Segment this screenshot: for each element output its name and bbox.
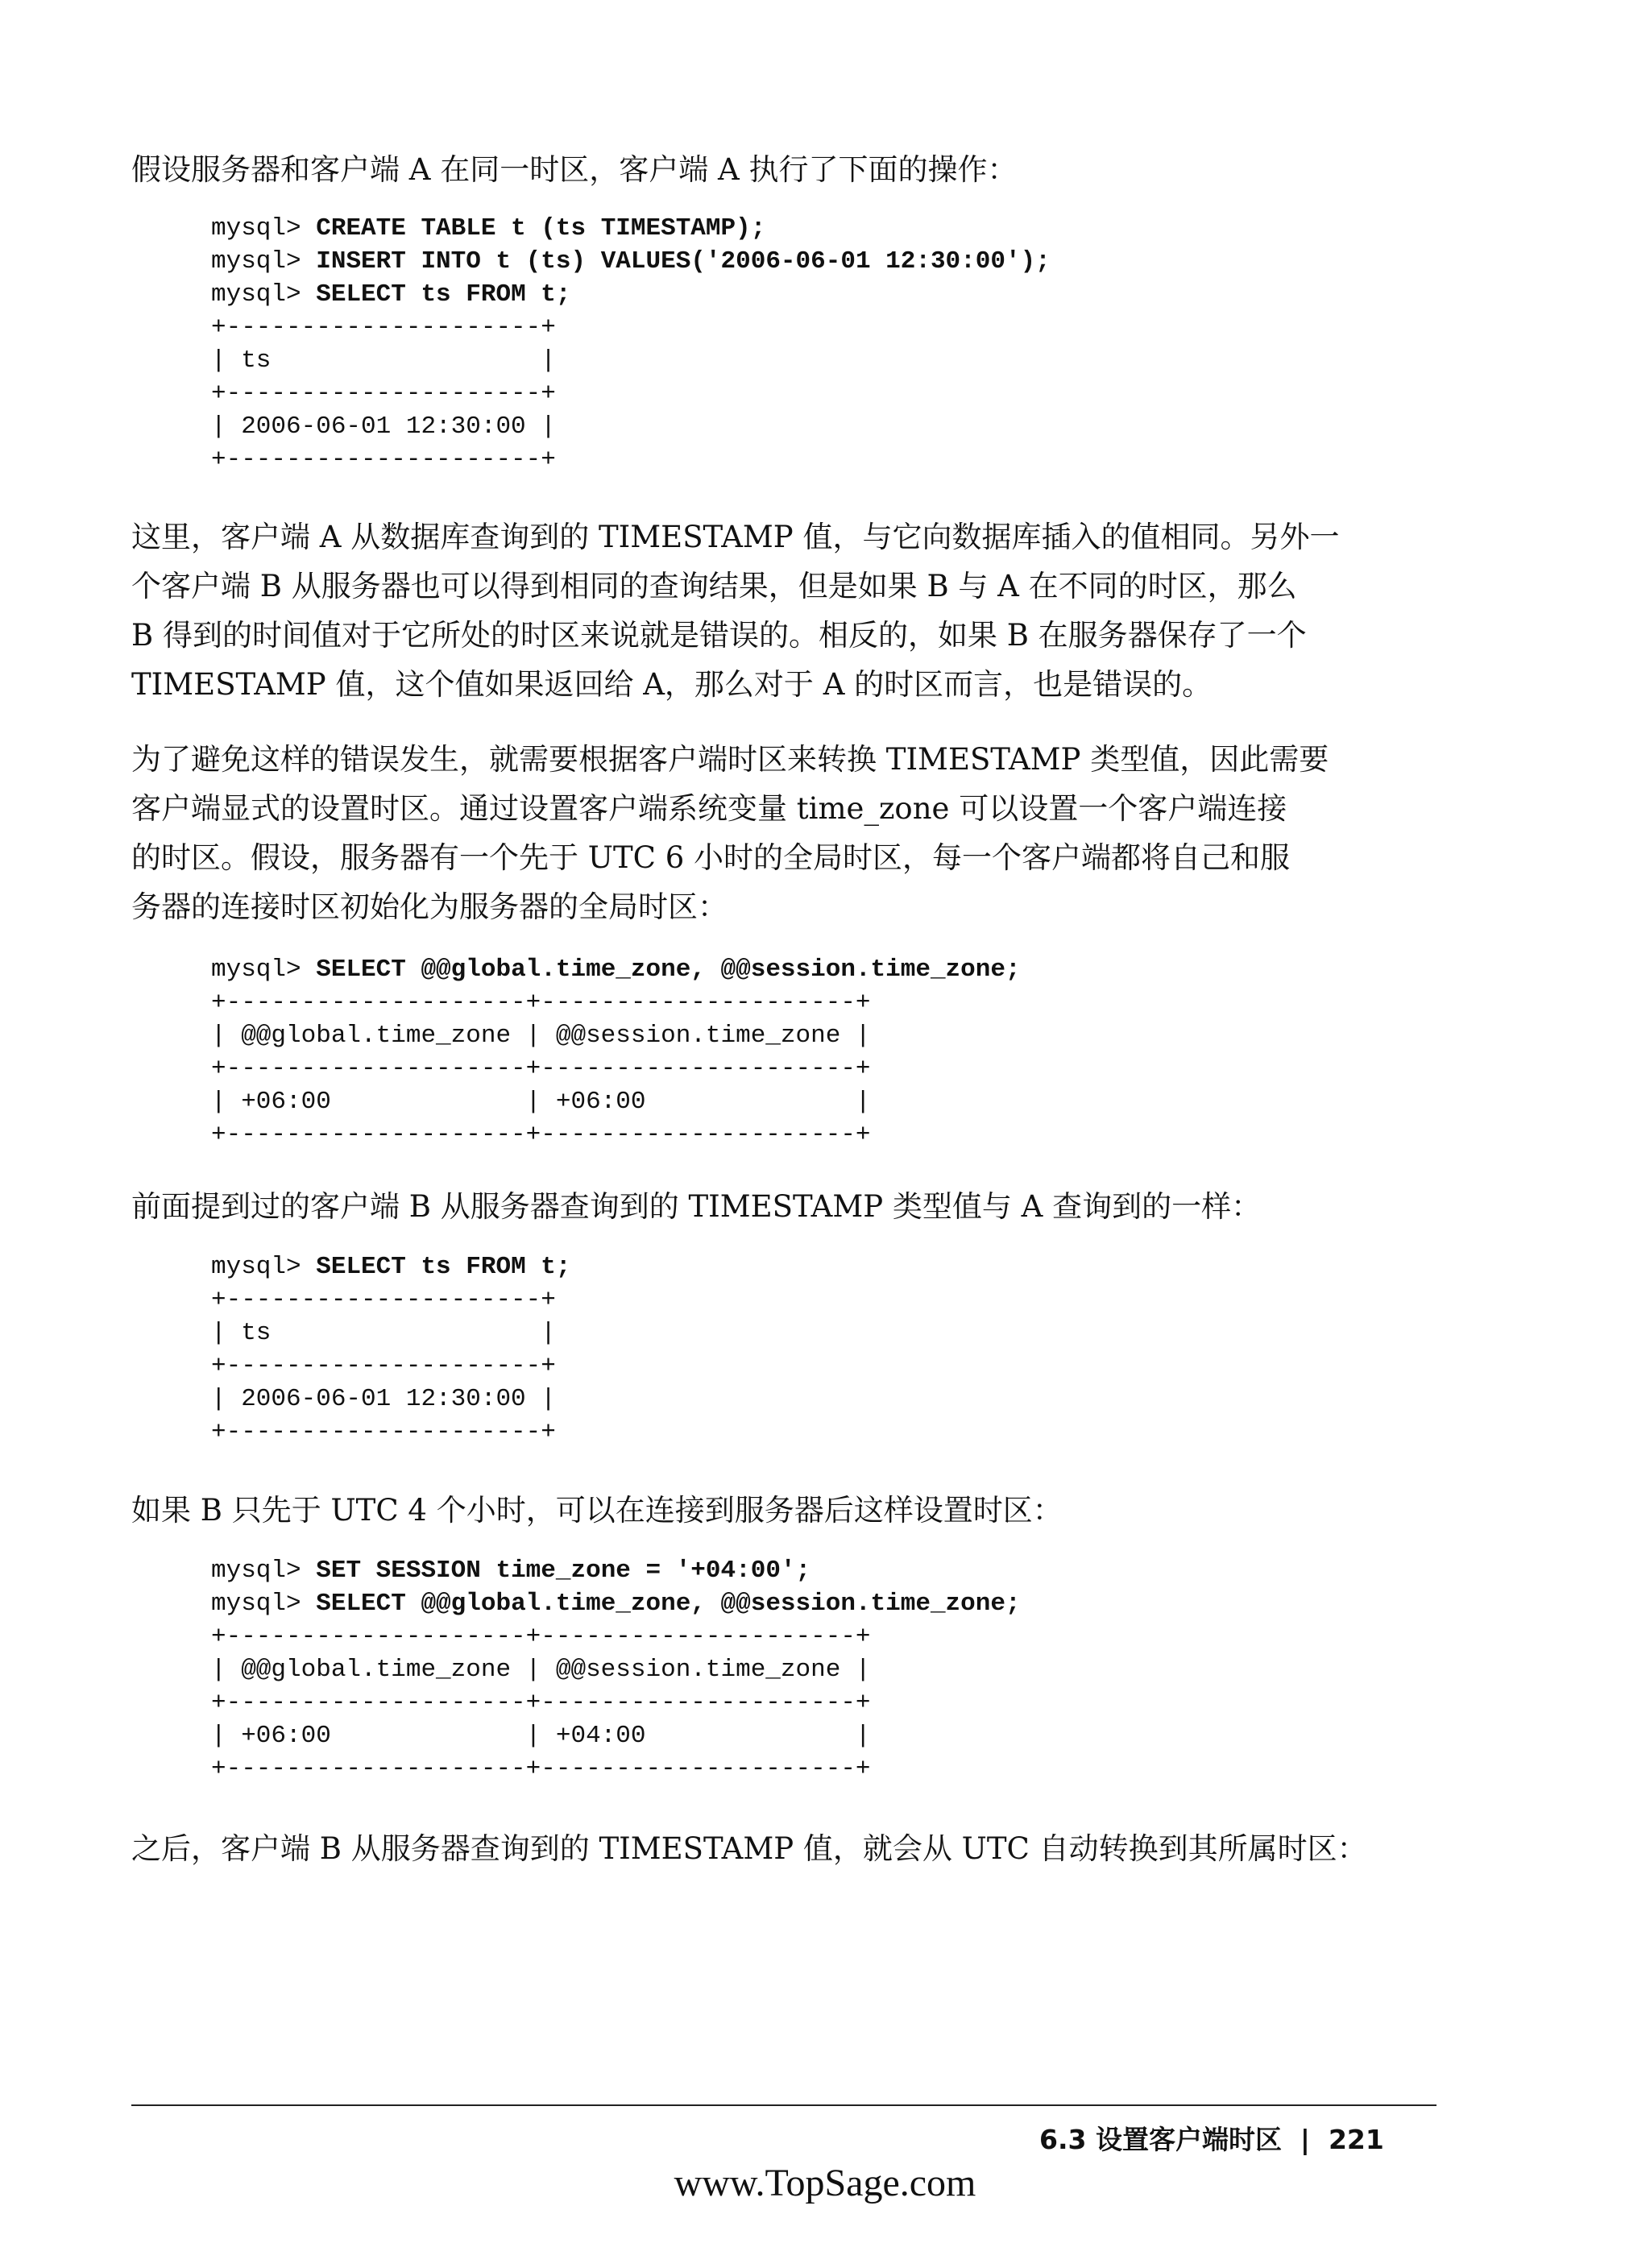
command-line <box>211 1554 1021 1587</box>
command-line <box>211 278 1051 311</box>
command-line <box>211 953 1021 986</box>
sql-statement: SELECT @@global.time_zone, @@session.time_zone; <box>316 956 1021 984</box>
mysql-prompt: mysql> <box>211 280 317 309</box>
result-table-line: +--------------------+---------------------+ <box>211 1121 871 1149</box>
mysql-prompt: mysql> <box>211 247 317 276</box>
sql-statement: SELECT ts FROM t; <box>316 280 571 309</box>
paragraph-line: 的时区。假设，服务器有一个先于 UTC 6 小时的全局时区，每一个客户端都将自己和服 <box>131 840 1290 875</box>
command-line <box>211 212 1051 245</box>
paragraph-line: 这里，客户端 A 从数据库查询到的 TIMESTAMP 值，与它向数据库插入的值相同。另外一 <box>131 520 1340 554</box>
code-block-select-ts <box>211 1250 571 1449</box>
code-block-select-time-zones <box>211 953 1021 1151</box>
page-footer-section: 6.3 设置客户端时区 | 221 <box>1039 2124 1384 2155</box>
result-table-line: +---------------------+ <box>211 1352 556 1380</box>
result-table-line: | ts | <box>211 1319 556 1347</box>
sql-statement: SELECT @@global.time_zone, @@session.time_zone; <box>316 1590 1021 1618</box>
command-line <box>211 1250 571 1283</box>
result-table-line: | @@global.time_zone | @@session.time_zone | <box>211 1022 871 1050</box>
paragraph-line: TIMESTAMP 值，这个值如果返回给 A，那么对于 A 的时区而言，也是错误的。 <box>131 667 1213 702</box>
sql-statement: SELECT ts FROM t; <box>316 1253 571 1281</box>
sql-statement: SET SESSION time_zone = '+04:00'; <box>316 1557 811 1585</box>
code-block-set-session-time-zone <box>211 1554 1021 1785</box>
sql-statement: INSERT INTO t (ts) VALUES('2006-06-01 12:30:00'); <box>316 247 1051 276</box>
result-table-line: +--------------------+---------------------+ <box>211 1055 871 1083</box>
paragraph-line: 为了避免这样的错误发生，就需要根据客户端时区来转换 TIMESTAMP 类型值，因此需要 <box>131 742 1329 777</box>
paragraph-line: B 得到的时间值对于它所处的时区来说就是错误的。相反的，如果 B 在服务器保存了一个 <box>131 618 1307 653</box>
footer-rule <box>131 2104 1436 2106</box>
paragraph-line: 个客户端 B 从服务器也可以得到相同的查询结果，但是如果 B 与 A 在不同的时区，那么 <box>131 569 1297 603</box>
result-table-line: +--------------------+---------------------+ <box>211 1623 871 1651</box>
mysql-prompt: mysql> <box>211 956 317 984</box>
paragraph-line: 假设服务器和客户端 A 在同一时区，客户端 A 执行了下面的操作： <box>131 152 1018 187</box>
result-table-line: | +06:00 | +06:00 | <box>211 1088 871 1116</box>
website-watermark: www.TopSage.com <box>674 2162 976 2204</box>
paragraph-timestamp-issue <box>131 512 1404 709</box>
paragraph-line: 前面提到过的客户端 B 从服务器查询到的 TIMESTAMP 类型值与 A 查询到的一样： <box>131 1189 1262 1224</box>
paragraph-set-time-zone <box>131 1486 1404 1535</box>
result-table-line: +---------------------+ <box>211 1418 556 1446</box>
code-block-create-insert-select <box>211 212 1051 476</box>
paragraph-line: 如果 B 只先于 UTC 4 个小时，可以在连接到服务器后这样设置时区： <box>131 1493 1063 1528</box>
result-table-line: +---------------------+ <box>211 446 556 474</box>
paragraph-line: 客户端显式的设置时区。通过设置客户端系统变量 time_zone 可以设置一个客户端连接 <box>131 791 1287 826</box>
paragraph-line: 之后，客户端 B 从服务器查询到的 TIMESTAMP 值，就会从 UTC 自动转换到其所属时区： <box>131 1831 1367 1866</box>
result-table-line: +--------------------+---------------------+ <box>211 1755 871 1783</box>
result-table-line: | 2006-06-01 12:30:00 | <box>211 1385 556 1413</box>
result-table-line: +--------------------+---------------------+ <box>211 1689 871 1717</box>
paragraph-client-b-query <box>131 1182 1404 1231</box>
paragraph-line: 务器的连接时区初始化为服务器的全局时区： <box>131 889 728 924</box>
command-line <box>211 245 1051 278</box>
sql-statement: CREATE TABLE t (ts TIMESTAMP); <box>316 214 766 243</box>
result-table-line: | ts | <box>211 346 556 375</box>
result-table-line: | @@global.time_zone | @@session.time_zone | <box>211 1656 871 1684</box>
result-table-line: +--------------------+---------------------+ <box>211 989 871 1017</box>
result-table-line: +---------------------+ <box>211 313 556 342</box>
mysql-prompt: mysql> <box>211 1253 317 1281</box>
mysql-prompt: mysql> <box>211 1557 317 1585</box>
result-table-line: | 2006-06-01 12:30:00 | <box>211 413 556 441</box>
result-table-line: +---------------------+ <box>211 1286 556 1314</box>
mysql-prompt: mysql> <box>211 214 317 243</box>
result-table-line: | +06:00 | +04:00 | <box>211 1722 871 1750</box>
paragraph-time-zone-setting <box>131 735 1404 931</box>
command-line <box>211 1587 1021 1620</box>
paragraph-intro <box>131 145 1404 194</box>
result-table-line: +---------------------+ <box>211 379 556 408</box>
paragraph-conclusion <box>131 1824 1404 1873</box>
mysql-prompt: mysql> <box>211 1590 317 1618</box>
